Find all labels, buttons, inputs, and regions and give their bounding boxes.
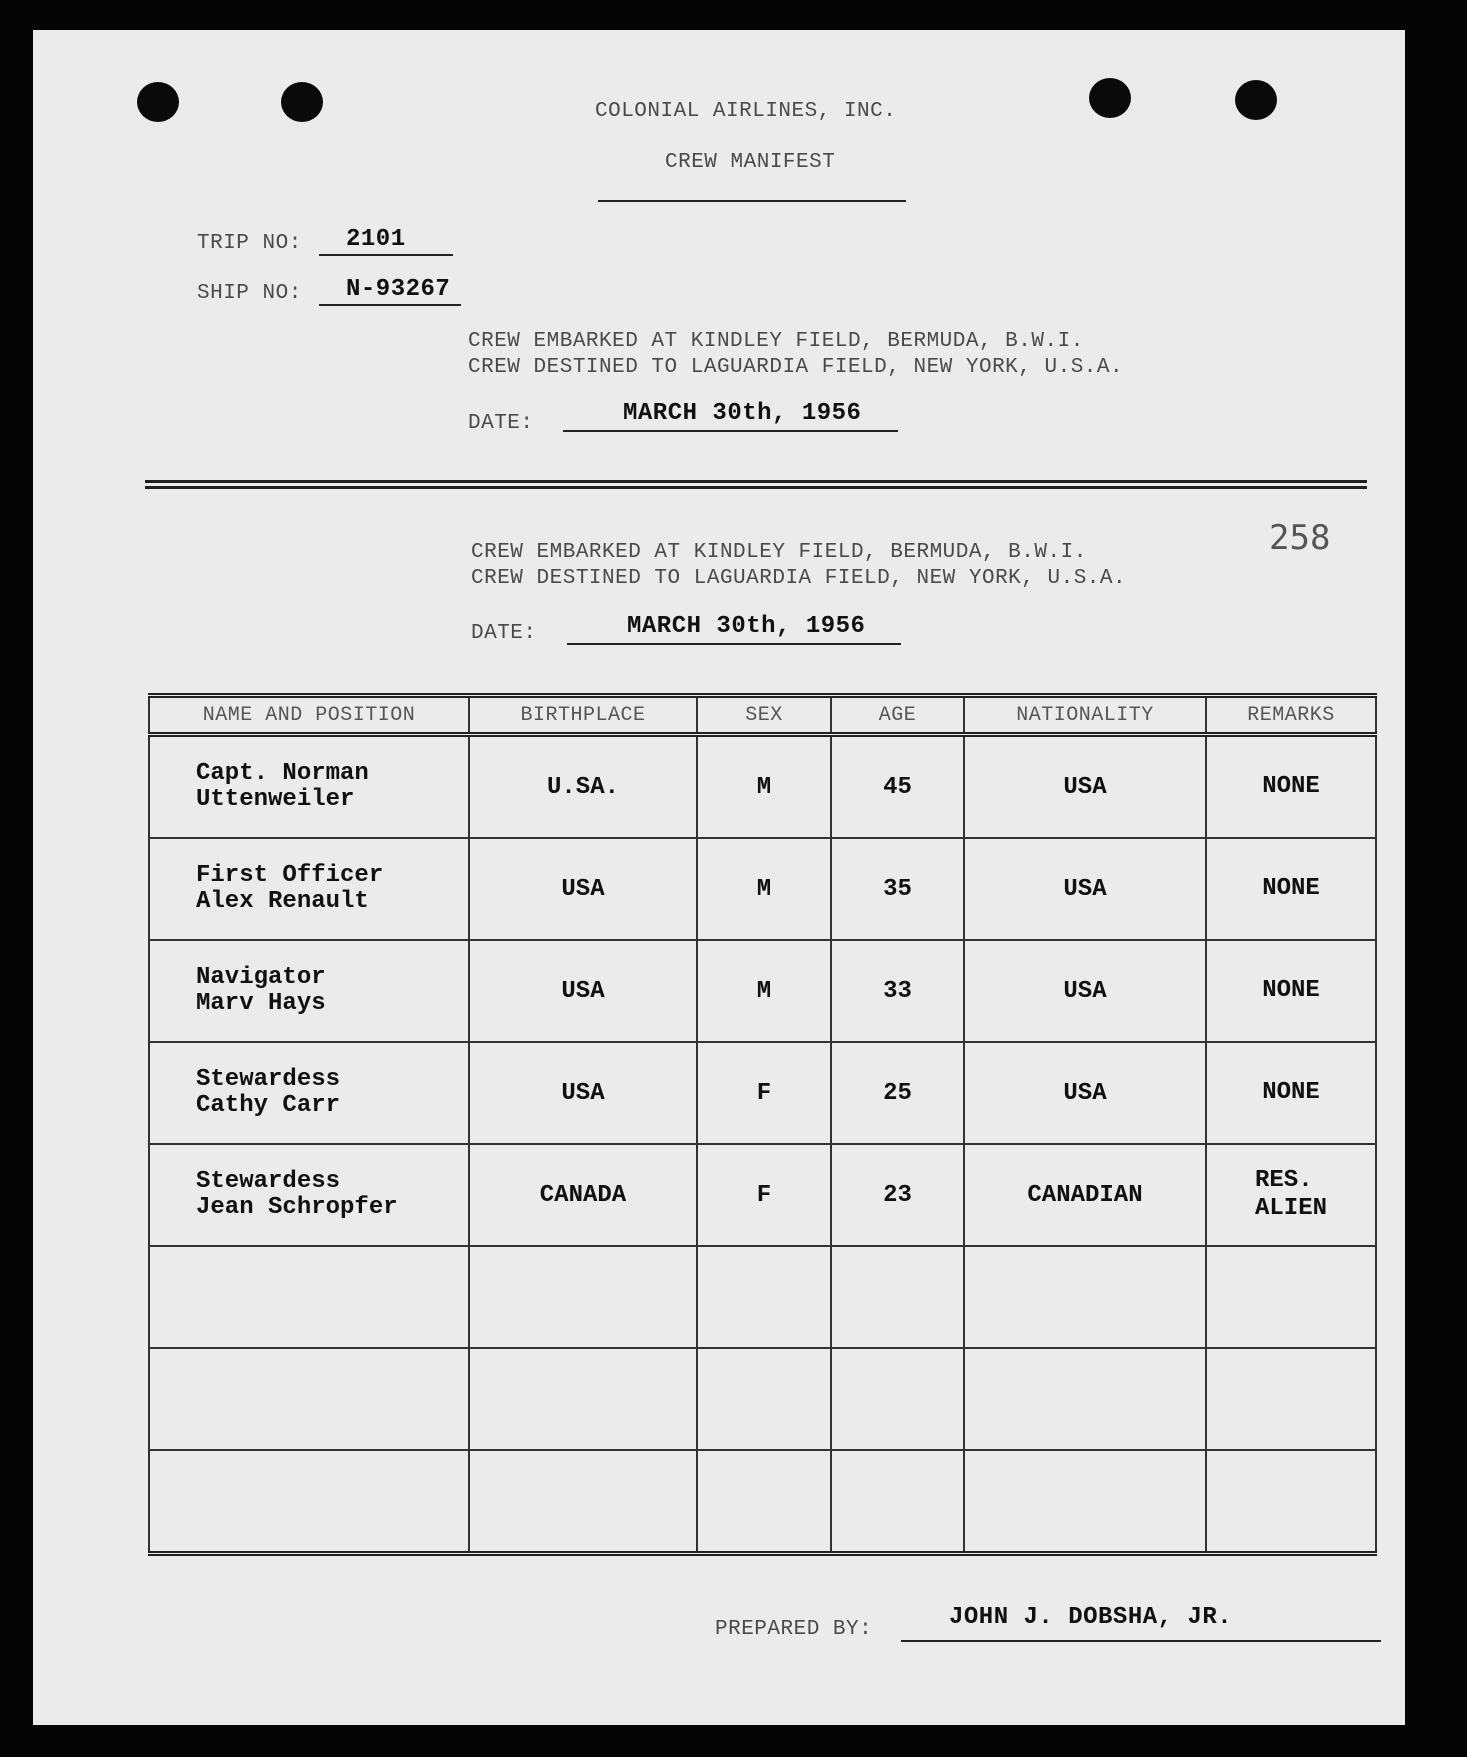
name-cell (149, 1144, 469, 1246)
column-header: NATIONALITY (964, 696, 1206, 735)
age-cell: 25 (831, 1042, 964, 1144)
embarked-line: CREW EMBARKED AT KINDLEY FIELD, BERMUDA, B.W.I. (471, 541, 1087, 564)
sex-cell: F (697, 1144, 831, 1246)
column-header: SEX (697, 696, 831, 735)
trip-underline (319, 254, 453, 256)
column-header: AGE (831, 696, 964, 735)
destined-line: CREW DESTINED TO LAGUARDIA FIELD, NEW YORK, U.S.A. (468, 356, 1124, 379)
page-number: 258 (1269, 518, 1331, 558)
crew-position: Navigator (196, 964, 326, 991)
date-underline (563, 430, 898, 432)
remarks-text: NONE (1262, 875, 1320, 902)
age-cell: 45 (831, 735, 964, 839)
sex-cell: F (697, 1042, 831, 1144)
birthplace-cell: USA (469, 1042, 697, 1144)
nationality-cell: USA (964, 1042, 1206, 1144)
age-cell: 35 (831, 838, 964, 940)
destined-line: CREW DESTINED TO LAGUARDIA FIELD, NEW YORK, U.S.A. (471, 567, 1127, 590)
sex-cell: M (697, 838, 831, 940)
punch-hole (281, 82, 323, 122)
section-divider (145, 480, 1367, 489)
table-row (149, 735, 1376, 839)
table-row (149, 1042, 1376, 1144)
sex-cell: M (697, 940, 831, 1042)
name-cell (149, 838, 469, 940)
table-row-empty (149, 1246, 1376, 1348)
column-header: NAME AND POSITION (149, 696, 469, 735)
date-label: DATE: (471, 622, 537, 645)
remarks-text: NONE (1262, 773, 1320, 800)
remarks-text: NONE (1262, 1079, 1320, 1106)
birthplace-cell: U.SA. (469, 735, 697, 839)
company-name: COLONIAL AIRLINES, INC. (595, 100, 897, 123)
date-label: DATE: (468, 412, 534, 435)
nationality-cell: CANADIAN (964, 1144, 1206, 1246)
remarks-cell (1206, 735, 1376, 839)
remarks-cell (1206, 940, 1376, 1042)
trip-number: 2101 (346, 226, 406, 253)
remarks-text: NONE (1262, 977, 1320, 1004)
manifest-page (33, 30, 1405, 1725)
age-cell: 23 (831, 1144, 964, 1246)
crew-position: Capt. Norman (196, 760, 369, 787)
form-title: CREW MANIFEST (665, 151, 836, 174)
remarks-text: RES. (1254, 1167, 1313, 1194)
date-underline (567, 643, 901, 645)
table-row (149, 838, 1376, 940)
crew-name: Alex Renault (196, 888, 369, 915)
crew-name: Cathy Carr (196, 1092, 341, 1119)
punch-hole (1235, 80, 1277, 120)
table-row-empty (149, 1450, 1376, 1554)
trip-label: TRIP NO: (197, 232, 302, 255)
prepared-by-underline (901, 1640, 1381, 1642)
remarks-text: ALIEN (1254, 1195, 1327, 1222)
birthplace-cell: USA (469, 838, 697, 940)
crew-name: Jean Schropfer (196, 1194, 398, 1221)
punch-hole (137, 82, 179, 122)
table-row-empty (149, 1348, 1376, 1450)
ship-number: N-93267 (346, 276, 451, 303)
column-header: BIRTHPLACE (469, 696, 697, 735)
remarks-cell (1206, 1042, 1376, 1144)
crew-name: Marv Hays (196, 990, 326, 1017)
ship-underline (319, 304, 461, 306)
sex-cell: M (697, 735, 831, 839)
table-row (149, 1144, 1376, 1246)
prepared-by-label: PREPARED BY: (715, 1618, 873, 1641)
nationality-cell: USA (964, 940, 1206, 1042)
table-row (149, 940, 1376, 1042)
birthplace-cell: CANADA (469, 1144, 697, 1246)
crew-position: Stewardess (196, 1066, 341, 1093)
remarks-cell (1206, 838, 1376, 940)
ship-label: SHIP NO: (197, 282, 302, 305)
title-underline (598, 200, 906, 202)
age-cell: 33 (831, 940, 964, 1042)
crew-table (148, 693, 1377, 1556)
crew-name: Uttenweiler (196, 786, 355, 813)
punch-hole (1089, 78, 1131, 118)
birthplace-cell: USA (469, 940, 697, 1042)
remarks-cell (1206, 1144, 1376, 1246)
crew-position: Stewardess (196, 1168, 341, 1195)
name-cell (149, 1042, 469, 1144)
name-cell (149, 735, 469, 839)
nationality-cell: USA (964, 838, 1206, 940)
date-value: MARCH 30th, 1956 (623, 400, 862, 427)
name-cell (149, 940, 469, 1042)
table-header-row (149, 696, 1376, 735)
nationality-cell: USA (964, 735, 1206, 839)
column-header: REMARKS (1206, 696, 1376, 735)
prepared-by-name: JOHN J. DOBSHA, JR. (949, 1604, 1233, 1631)
date-value: MARCH 30th, 1956 (627, 613, 866, 640)
embarked-line: CREW EMBARKED AT KINDLEY FIELD, BERMUDA, B.W.I. (468, 330, 1084, 353)
crew-position: First Officer (196, 862, 384, 889)
